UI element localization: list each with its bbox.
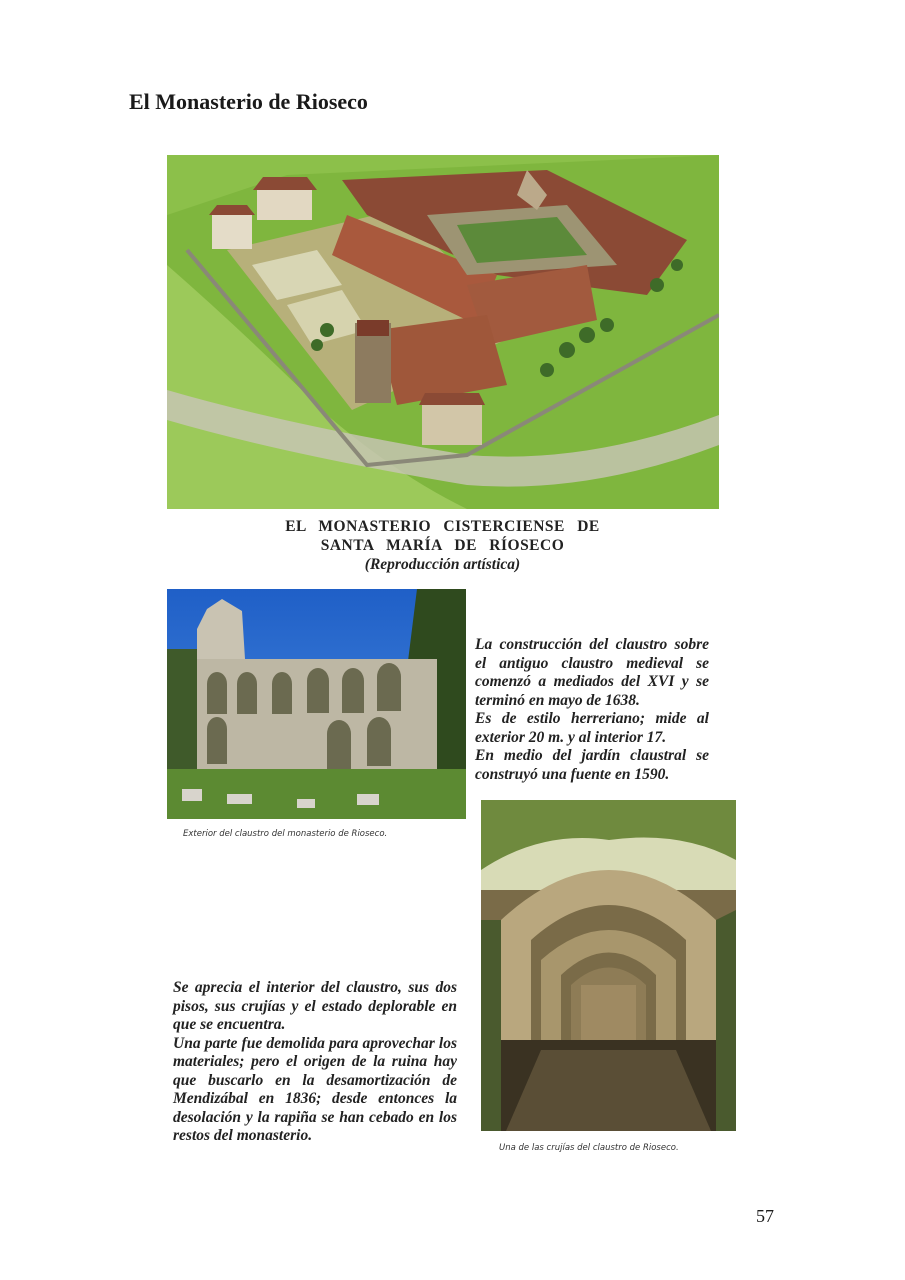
caption-line-1: EL MONASTERIO CISTERCIENSE DE [285, 518, 600, 535]
main-figure-caption [200, 517, 685, 574]
page-title: El Monasterio de Rioseco [129, 89, 368, 114]
interior-paragraph-1: Se aprecia el interior del claustro, sus dos pisos, sus crujías y el estado deplorable en que se encuentra. [173, 979, 457, 1033]
page-number: 57 [756, 1206, 774, 1226]
cloister-paragraph-1: La construcción del claustro sobre el antiguo claustro medieval se comenzó a mediados del XVI y se terminó en mayo de 1638. [475, 636, 709, 709]
cloister-description [475, 636, 709, 784]
exterior-photo-caption: Exterior del claustro del monasterio de Rioseco. [183, 829, 388, 839]
monastery-aerial-illustration [167, 155, 719, 509]
crujia-photo-caption: Una de las crujías del claustro de Rioseco. [499, 1143, 679, 1153]
cloister-paragraph-2: Es de estilo herreriano; mide al exterior 20 m. y al interior 17. [475, 710, 709, 746]
cloister-paragraph-3: En medio del jardín claustral se construyó una fuente en 1590. [475, 747, 709, 783]
caption-line-2: SANTA MARÍA DE RÍOSECO [320, 537, 565, 554]
cloister-crujia-photo [481, 800, 736, 1131]
caption-line-3: (Reproducción artística) [364, 556, 521, 573]
interior-paragraph-2: Una parte fue demolida para aprovechar los materiales; pero el origen de la ruina hay que buscarlo en la desamortización de Mendizábal en 1836; desde entonces la desolación y la rapiña se han cebado en los restos del monasterio. [173, 1034, 457, 1144]
cloister-exterior-photo [167, 589, 466, 819]
interior-description [173, 979, 457, 1146]
